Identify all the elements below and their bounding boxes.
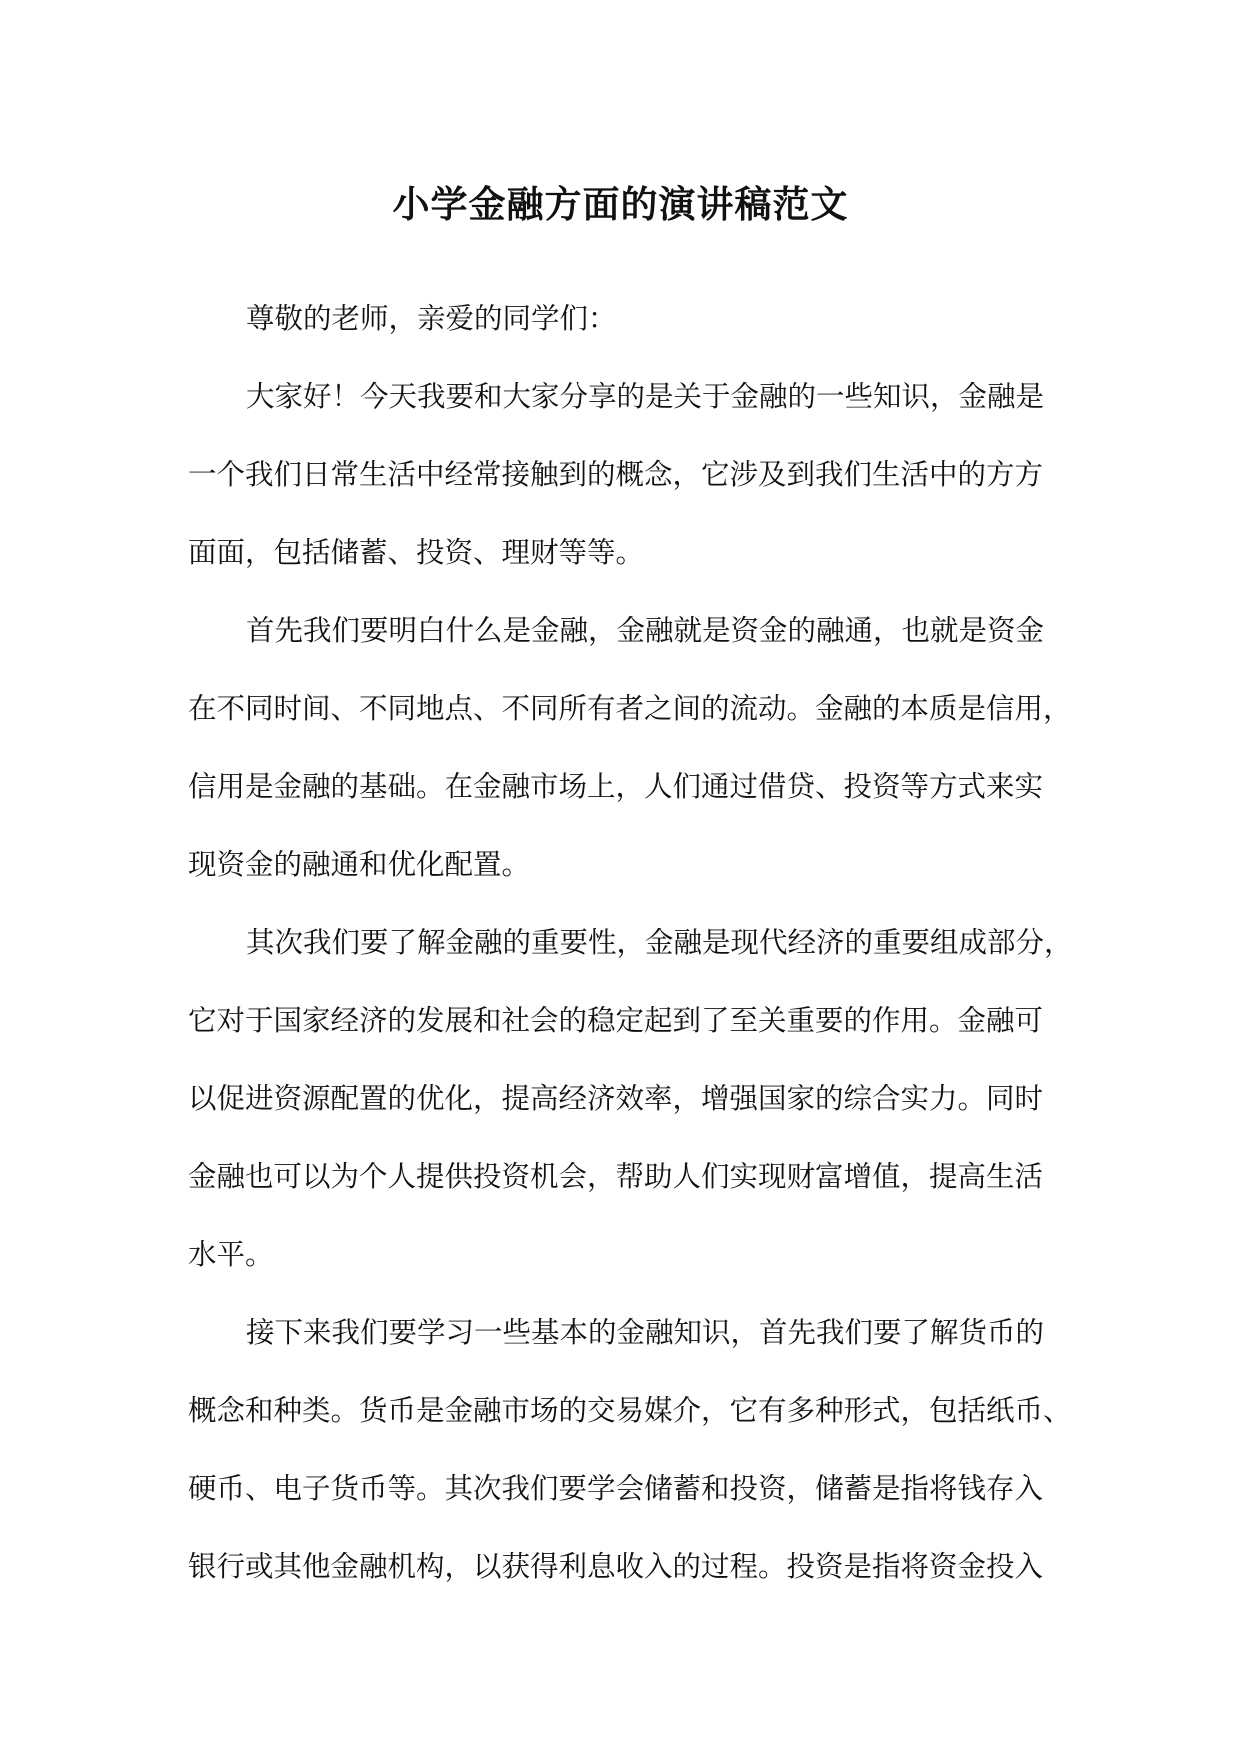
- paragraph-line: 以促进资源配置的优化，提高经济效率，增强国家的综合实力。同时: [188, 1082, 1044, 1115]
- paragraph-line: 现资金的融通和优化配置。: [188, 848, 531, 881]
- paragraph-line: 其次我们要了解金融的重要性，金融是现代经济的重要组成部分，: [246, 926, 1073, 959]
- paragraph-what-is-finance: [188, 592, 1072, 904]
- paragraph-line: 在不同时间、不同地点、不同所有者之间的流动。金融的本质是信用，: [188, 692, 1072, 725]
- paragraph-line: 首先我们要明白什么是金融，金融就是资金的融通，也就是资金: [246, 614, 1045, 647]
- paragraph-line: 大家好！今天我要和大家分享的是关于金融的一些知识，金融是: [246, 380, 1045, 413]
- page-title: 小学金融方面的演讲稿范文: [392, 182, 849, 226]
- paragraph-line: 它对于国家经济的发展和社会的稳定起到了至关重要的作用。金融可: [188, 1004, 1044, 1037]
- paragraph-line: 水平。: [188, 1238, 274, 1271]
- paragraph-line: 概念和种类。货币是金融市场的交易媒介，它有多种形式，包括纸币、: [188, 1394, 1072, 1427]
- paragraph-line: 银行或其他金融机构，以获得利息收入的过程。投资是指将资金投入: [188, 1550, 1044, 1583]
- paragraph-line: 面面，包括储蓄、投资、理财等等。: [188, 536, 645, 569]
- paragraph-line: 一个我们日常生活中经常接触到的概念，它涉及到我们生活中的方方: [188, 458, 1044, 491]
- paragraph-greeting: [188, 280, 1058, 358]
- paragraph-basic-knowledge: [188, 1294, 1072, 1606]
- paragraph-line: 硬币、电子货币等。其次我们要学会储蓄和投资，储蓄是指将钱存入: [188, 1472, 1044, 1505]
- paragraph-importance: [188, 904, 1073, 1294]
- paragraph-intro: [188, 358, 1058, 592]
- paragraph-line: 金融也可以为个人提供投资机会，帮助人们实现财富增值，提高生活: [188, 1160, 1044, 1193]
- document-body: [188, 280, 1073, 1606]
- paragraph-line: 尊敬的老师，亲爱的同学们：: [246, 302, 617, 335]
- paragraph-line: 接下来我们要学习一些基本的金融知识，首先我们要了解货币的: [246, 1316, 1045, 1349]
- paragraph-line: 信用是金融的基础。在金融市场上，人们通过借贷、投资等方式来实: [188, 770, 1044, 803]
